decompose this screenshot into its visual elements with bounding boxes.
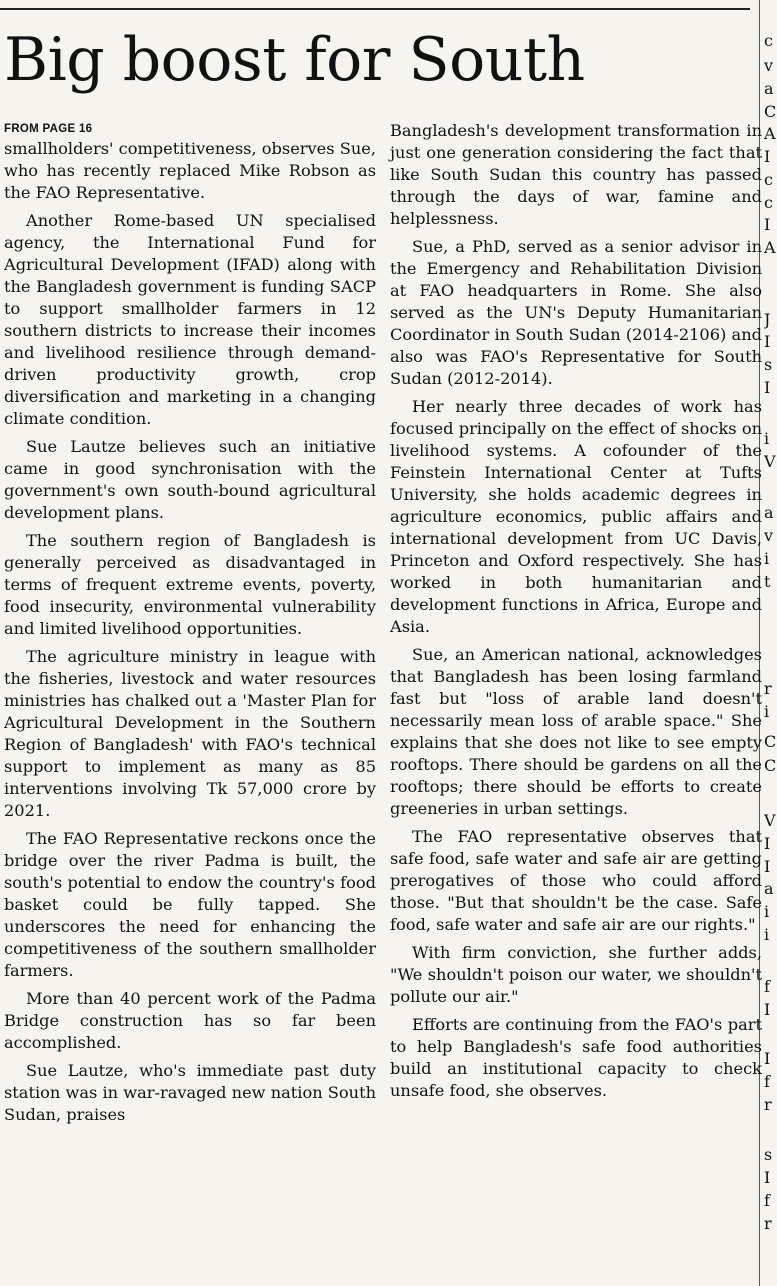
adjacent-column-fragments [764,0,777,1286]
paragraph: Sue, an American national, acknowledges that Bangladesh has been losing farmland fast but "loss of arable land doesn't necessarily mean loss of arable space." She explains that she does not like to see empty rooftops. There should be gardens on all the rooftops; there should be efforts to create greeneries in urban settings. [390,645,762,818]
cropped-line-start: f [764,978,770,996]
cropped-line-start: I [764,835,771,853]
cropped-line-start: i [764,703,770,721]
cropped-line-start: A [764,125,776,143]
cropped-line-start: I [764,1169,771,1187]
paragraph: The southern region of Bangladesh is generally perceived as disadvantaged in terms of frequent extreme events, poverty, food insecurity, environmental vulnerability and limited livelihood opportunities. [4,531,376,638]
paragraph: Efforts are continuing from the FAO's part to help Bangladesh's safe food authorities build an institutional capacity to check unsafe food, she observes. [390,1015,762,1100]
paragraph: More than 40 percent work of the Padma Bridge construction has so far been accomplished. [4,989,376,1052]
cropped-line-start: C [764,103,777,121]
cropped-line-start: A [764,239,776,257]
article-column-middle [390,120,762,1102]
cropped-line-start: I [764,216,771,234]
top-rule [0,8,750,10]
cropped-line-start: a [764,504,774,522]
paragraph: Sue Lautze, who's immediate past duty station was in war-ravaged new nation South Sudan, praises [4,1061,376,1124]
cropped-line-start: v [764,57,774,75]
cropped-line-start: r [764,1215,772,1233]
cropped-line-start: a [764,80,774,98]
cropped-line-start: J [764,311,771,329]
paragraph: Sue, a PhD, served as a senior advisor in the Emergency and Rehabilitation Division at FAO headquarters in Rome. She also served as the UN's Deputy Humanitarian Coordinator in South Sudan (2014-2106) and also was FAO's Representative for South Sudan (2012-2014). [390,237,762,388]
paragraph: The agriculture ministry in league with the fisheries, livestock and water resources ministries has chalked out a 'Master Plan for Agricultural Development in the Southern Region of Bangladesh' with FAO's technical support to implement as many as 85 interventions involving Tk 57,000 crore by 2021. [4,647,376,820]
paragraph: Another Rome-based UN specialised agency, the International Fund for Agricultural Development (IFAD) along with the Bangladesh government is funding SACP to support smallholder farmers in 12 southern districts to increase their incomes and livelihood resilience through demand-driven productivity growth, crop diversification and marketing in a changing climate condition. [4,211,376,428]
cropped-line-start: I [764,379,771,397]
paragraph: The FAO representative observes that safe food, safe water and safe air are getting prerogatives of those who could afford those. "But that shouldn't be the case. Safe food, safe water and safe air are our rights." [390,827,762,934]
paragraph: Sue Lautze believes such an initiative came in good synchronisation with the government's own south-bound agricultural development plans. [4,437,376,522]
cropped-line-start: I [764,333,771,351]
cropped-line-start: t [764,573,771,591]
cropped-line-start: C [764,757,777,775]
cropped-line-start: V [764,812,776,830]
cropped-line-start: I [764,1050,771,1068]
cropped-line-start: c [764,171,773,189]
cropped-line-start: c [764,194,773,212]
cropped-line-start: i [764,926,770,944]
cropped-line-start: v [764,527,774,545]
article-column-left [4,120,376,1126]
cropped-line-start: c [764,32,773,50]
paragraph: The FAO Representative reckons once the bridge over the river Padma is built, the south's potential to endow the country's food basket could be fully tapped. She underscores the need for enhancing the competitiveness of the southern smallholder farmers. [4,829,376,980]
paragraph: smallholders' competitiveness, observes Sue, who has recently replaced Mike Robson as the FAO Representative. [4,139,376,202]
paragraph: Bangladesh's development transformation in just one generation considering the fact that like South Sudan this country has passed through the days of war, famine and helplessness. [390,121,762,228]
cropped-line-start: a [764,880,774,898]
cropped-line-start: r [764,1096,772,1114]
cropped-line-start: s [764,356,773,374]
paragraph: With firm conviction, she further adds, "We shouldn't poison our water, we shouldn't pollute our air." [390,943,762,1006]
cropped-line-start: I [764,858,771,876]
cropped-line-start: i [764,903,770,921]
cropped-line-start: r [764,680,772,698]
cropped-line-start: f [764,1192,770,1210]
cropped-line-start: C [764,733,777,751]
continuation-kicker: FROM PAGE 16 [4,123,93,135]
article-headline: Big boost for South [4,25,585,95]
cropped-line-start: i [764,550,770,568]
cropped-line-start: s [764,1146,773,1164]
cropped-line-start: I [764,148,771,166]
cropped-line-start: V [764,453,776,471]
cropped-line-start: i [764,430,770,448]
paragraph: Her nearly three decades of work has focused principally on the effect of shocks on livelihood systems. A cofounder of the Feinstein International Center at Tufts University, she holds academic degrees in agriculture economics, public affairs and international development from UC Davis, Princeton and Oxford respectively. She has worked in both humanitarian and development functions in Africa, Europe and Asia. [390,397,762,636]
cropped-line-start: I [764,1001,771,1019]
cropped-line-start: f [764,1073,770,1091]
